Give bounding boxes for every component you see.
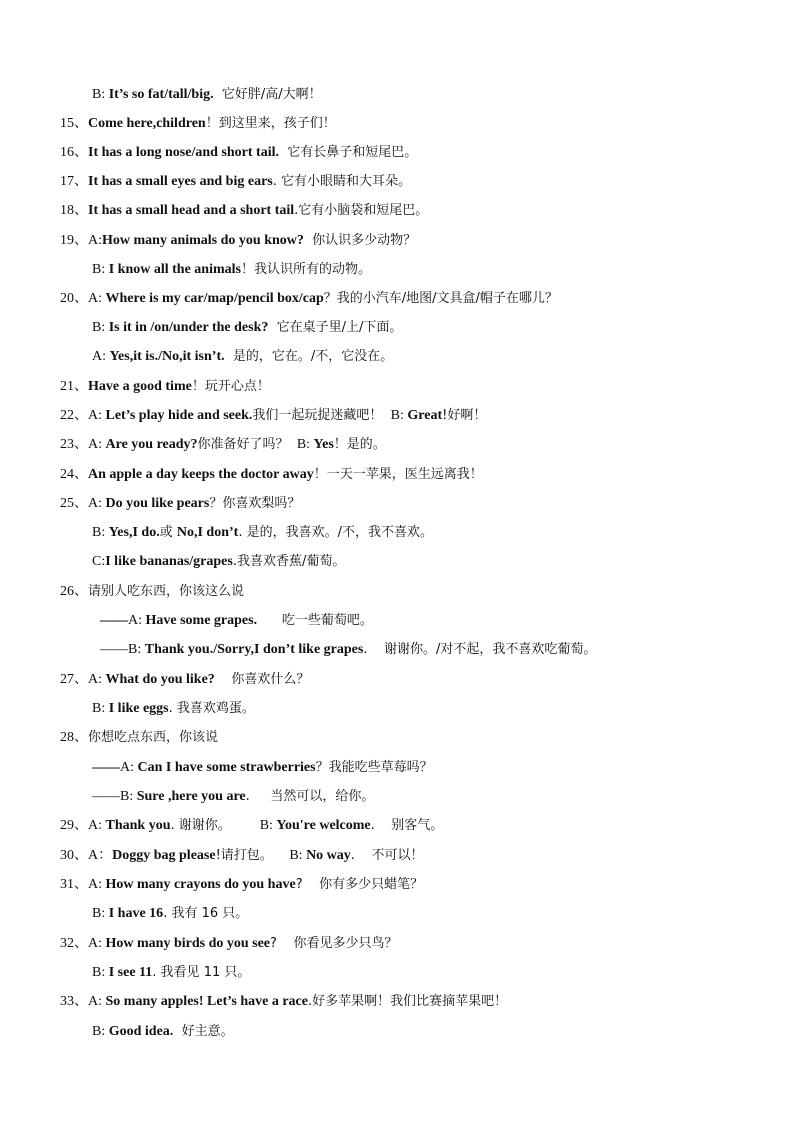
label-text: B: [92,965,109,980]
english-phrase: —— [100,613,128,628]
document-line [60,876,423,894]
chinese-translation: 吃一些葡萄吧。 [257,613,373,628]
chinese-translation: ！到这里来，孩子们！ [205,116,336,131]
label-text: 18、 [60,203,88,218]
label-text: C: [92,554,106,569]
label-text: 20、A: [60,291,106,306]
document-line [60,495,300,513]
label-text: B: [92,87,109,102]
chinese-translation: .它有小脑袋和短尾巴。 [294,203,429,218]
document-line [60,671,309,689]
document-line [60,847,423,865]
label-text: 19、A: [60,233,102,248]
chinese-translation: . 它有小眼睛和大耳朵。 [272,174,411,189]
chinese-translation: 或 [159,525,177,540]
english-phrase: Yes [313,437,334,452]
english-phrase: It has a long nose/and short tail. [88,145,279,160]
chinese-translation: 你认识多少动物？ [303,233,417,248]
chinese-translation: ? 你有多少只蜡笔？ [295,877,424,892]
english-phrase: Sure ,here you are [136,789,246,804]
label-text: 27、A: [60,672,106,687]
english-phrase: How many animals do you know? [102,233,304,248]
chinese-translation: . 谢谢你。 [170,818,260,833]
chinese-translation: 好主意。 [173,1024,234,1039]
english-phrase: Come here,children [88,116,206,131]
label-text: 26、 [60,584,88,599]
english-phrase: Is it in /on/under the desk? [108,320,269,335]
label-text: 22、A: [60,408,106,423]
english-phrase: It has a small eyes and big ears [88,174,273,189]
chinese-translation: ！一天一苹果，医生远离我！ [313,467,483,482]
document-line [60,144,417,162]
document-line [92,524,433,542]
chinese-translation: ？我的小汽车/地图/文具盒/帽子在哪儿？ [323,291,558,306]
document-line [60,378,270,396]
english-phrase: Can I have some strawberries [137,760,316,775]
english-phrase: It’s so fat/tall/big. [108,87,214,102]
document-line [100,612,373,630]
chinese-translation: ? 你看见多少只鸟？ [270,936,398,951]
english-phrase: Yes,it is./No,it isn’t. [109,349,225,364]
chinese-translation: 请别人吃东西，你该这么说 [88,584,245,599]
chinese-translation: 你想吃点东西，你该说 [88,730,219,745]
document-line [60,115,336,133]
label-text: 31、A: [60,877,106,892]
label-text: 17、 [60,174,88,189]
document-line [60,993,507,1011]
english-phrase: So many apples! Let’s have a race [105,994,308,1009]
chinese-translation: . 我喜欢鸡蛋。 [168,701,255,716]
chinese-translation: 你喜欢什么？ [214,672,310,687]
english-phrase: I like eggs [108,701,169,716]
document-line [92,759,433,777]
chinese-translation: ！玩开心点！ [191,379,270,394]
english-phrase: No way [306,848,351,863]
english-phrase: How many birds do you see [105,936,271,951]
chinese-translation: 你准备好了吗？ [197,437,297,452]
chinese-translation: ！我认识所有的动物。 [240,262,371,277]
document-line [92,1023,234,1041]
document-line [92,905,248,923]
english-phrase: I have 16 [108,906,164,921]
english-phrase: —— [92,760,120,775]
chinese-translation: .好多苹果啊！我们比赛摘苹果吧！ [307,994,508,1009]
document-line [60,583,244,601]
chinese-translation: .我喜欢香蕉/葡萄。 [232,554,346,569]
chinese-translation: . 别客气。 [370,818,444,833]
chinese-translation: . 谢谢你。/对不起，我不喜欢吃葡萄。 [363,642,597,657]
english-phrase: Doggy bag please [112,848,216,863]
document-line [60,817,443,835]
chinese-translation: 它在桌子里/上/下面。 [268,320,403,335]
english-phrase: Let’s play hide and seek. [105,408,253,423]
chinese-translation: 它好胖/高/大啊！ [213,87,322,102]
english-phrase: What do you like? [105,672,215,687]
document-line [60,729,218,747]
document-line [92,319,402,337]
english-phrase: Yes,I do. [108,525,160,540]
label-text: 30、A： [60,848,113,863]
label-text: B: [92,1024,109,1039]
label-text: A: [92,349,110,364]
document-line [60,202,428,220]
english-phrase: How many crayons do you have [105,877,296,892]
document-line [92,86,322,104]
english-phrase: Thank you [105,818,171,833]
label-text: B: [92,525,109,540]
document-line [60,436,386,454]
english-phrase: Are you ready? [105,437,198,452]
chinese-translation: . 当然可以，给你。 [245,789,375,804]
label-text: 28、 [60,730,88,745]
document-line [92,788,374,806]
label-text: 24、 [60,467,88,482]
chinese-translation: . 是的，我喜欢。/不，我不喜欢。 [238,525,433,540]
document-line [60,290,558,308]
document-line [60,935,397,953]
chinese-translation: 是的，它在。/不，它没在。 [224,349,394,364]
label-text: 23、A: [60,437,106,452]
label-text: B: [92,906,109,921]
english-phrase: I see 11 [108,965,153,980]
chinese-translation: . 我有 16 只。 [163,906,249,921]
chinese-translation: . 我看见 11 只。 [152,965,251,980]
document-line [92,261,371,279]
label-text: ——B: [100,642,145,657]
chinese-translation: ？我能吃些草莓吗？ [315,760,433,775]
label-text: 15、 [60,116,88,131]
label-text: 16、 [60,145,88,160]
chinese-translation: 我们一起玩捉迷藏吧！ [252,408,391,423]
document-line [92,964,250,982]
chinese-translation: !好啊！ [442,408,487,423]
english-phrase: Where is my car/map/pencil box/cap [105,291,324,306]
label-text: B: [259,818,277,833]
label-text: B: [92,320,109,335]
document-line [60,407,486,425]
document-line [60,466,483,484]
label-text: 21、 [60,379,88,394]
english-phrase: You're welcome [276,818,371,833]
document-line [100,641,596,659]
label-text: B: [390,408,408,423]
label-text: 33、A: [60,994,106,1009]
chinese-translation: !请打包。 [215,848,290,863]
document-line [92,700,255,718]
english-phrase: Have some grapes. [145,613,258,628]
english-phrase: Great [407,408,443,423]
english-phrase: Thank you./Sorry,I don’t like grapes [144,642,364,657]
document-line [92,553,345,571]
label-text: B: [92,701,109,716]
english-phrase: I know all the animals [108,262,241,277]
english-phrase: No,I don’t [176,525,239,540]
english-phrase: I like bananas/grapes [105,554,233,569]
document-line [60,173,411,191]
english-phrase: An apple a day keeps the doctor away [88,467,314,482]
english-phrase: It has a small head and a short tail [88,203,295,218]
document-line [60,232,416,250]
english-phrase: Have a good time [88,379,192,394]
label-text: A: [120,760,138,775]
label-text: A: [128,613,146,628]
chinese-translation: ！是的。 [333,437,386,452]
document-line [92,348,393,366]
chinese-translation: 它有长鼻子和短尾巴。 [278,145,418,160]
english-phrase: Good idea. [108,1024,174,1039]
label-text: 29、A: [60,818,106,833]
chinese-translation: ？你喜欢梨吗？ [209,496,301,511]
label-text: B: [296,437,314,452]
label-text: B: [92,262,109,277]
english-phrase: Do you like pears [105,496,210,511]
chinese-translation: . 不可以！ [350,848,424,863]
label-text: 25、A: [60,496,106,511]
label-text: ——B: [92,789,137,804]
label-text: 32、A: [60,936,106,951]
label-text: B: [289,848,307,863]
